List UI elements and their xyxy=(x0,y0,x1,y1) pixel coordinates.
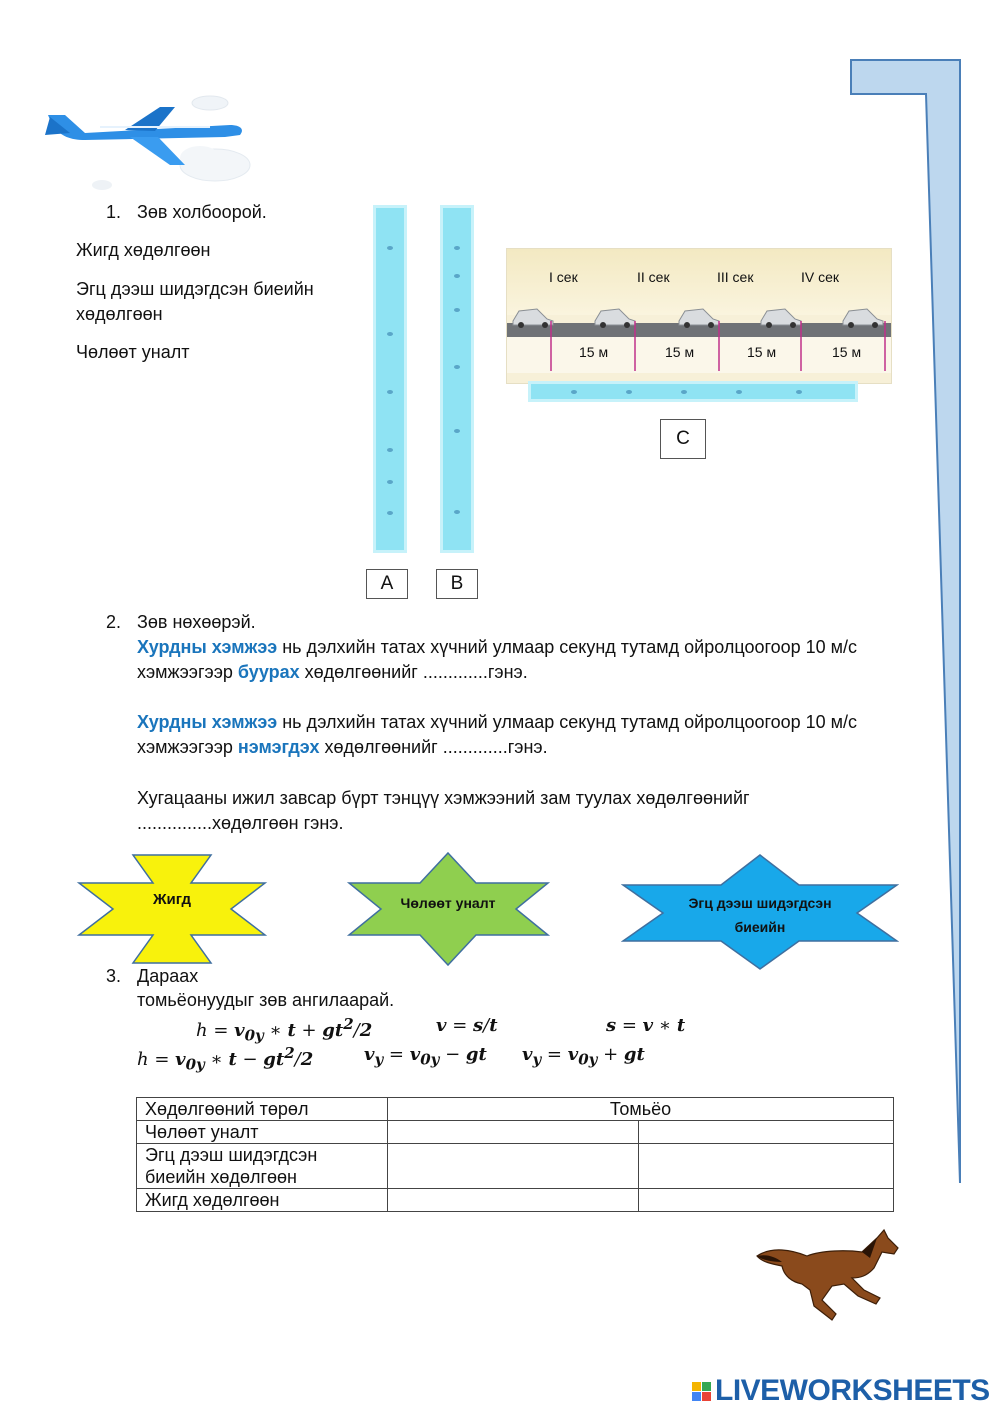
logo-text: LIVEWORKSHEETS xyxy=(715,1374,990,1407)
table-header-formula: Томьёо xyxy=(388,1098,894,1121)
q2-title: Зөв нөхөөрэй. xyxy=(137,612,256,632)
dist-label-2: 15 м xyxy=(665,344,695,360)
answer-cell[interactable] xyxy=(388,1189,639,1212)
horse-icon xyxy=(752,1228,902,1323)
q3-title-line1: Дараах xyxy=(137,966,199,986)
sec-label-3: III сек xyxy=(717,269,754,285)
q2-number: 2. xyxy=(106,612,122,632)
q2-paragraph-2: Хурдны хэмжээ нь дэлхийн татах хүчний улмаар секунд тутамд ойролцоогоор 10 м/с хэмжээгээр нэмэгдэх хөдөлгөөнийг .............гэнэ. xyxy=(137,712,858,757)
dist-label-4: 15 м xyxy=(832,344,862,360)
sec-label-1: I сек xyxy=(549,269,578,285)
table-row xyxy=(137,1189,894,1212)
table-row-label: Жигд хөдөлгөөн xyxy=(137,1189,388,1212)
label-c: C xyxy=(660,419,706,459)
answer-cell[interactable] xyxy=(388,1121,639,1144)
liveworksheets-logo xyxy=(692,1374,990,1408)
q1-item-freefall: Чөлөөт уналт xyxy=(76,342,190,362)
table-row-label: Эгц дээш шидэгдсэн биеийн хөдөлгөөн xyxy=(137,1144,388,1189)
strip-a xyxy=(373,205,407,553)
q1-title: Зөв холбоорой. xyxy=(137,202,267,222)
side-panel-decoration xyxy=(848,58,963,1188)
formula-vy-plus[interactable]: $v_y = v_{0y}$ + gt xyxy=(522,1044,645,1069)
answer-cell[interactable] xyxy=(639,1144,894,1189)
formula-h-minus[interactable]: $h = v_{0y}$ ∗ $t - gt^2/2$ xyxy=(137,1044,314,1074)
car-diagram xyxy=(506,248,892,384)
answer-cell[interactable] xyxy=(639,1189,894,1212)
answer-cell[interactable] xyxy=(388,1144,639,1189)
formula-s-v-t[interactable]: s = v ∗ t xyxy=(606,1015,686,1036)
airplane-icon xyxy=(40,85,255,195)
answer-cell[interactable] xyxy=(639,1121,894,1144)
q1-number: 1. xyxy=(106,202,122,222)
formula-h-plus[interactable]: $h = v_{0y}$ ∗ $t + gt^2/2$ xyxy=(196,1015,373,1045)
dist-label-3: 15 м xyxy=(747,344,777,360)
sec-label-2: II сек xyxy=(637,269,670,285)
q3-title-line2: томьёонуудыг зөв ангилаарай. xyxy=(137,990,395,1010)
logo-mark-icon xyxy=(692,1382,711,1401)
formula-vy-minus[interactable]: $v_y = v_{0y}$ − gt xyxy=(364,1044,487,1069)
star-uniform-label: Жигд xyxy=(153,891,191,908)
star-upward-label: Эгц дээш шидэгдсэн биеийн xyxy=(688,895,832,935)
q2-paragraph-1: Хурдны хэмжээ нь дэлхийн татах хүчний улмаар секунд тутамд ойролцоогоор 10 м/с хэмжээгээр буурах хөдөлгөөнийг .............гэнэ. xyxy=(137,637,858,682)
table-row xyxy=(137,1121,894,1144)
label-b: B xyxy=(436,569,478,599)
star-freefall-label: Чөлөөт уналт xyxy=(400,895,496,911)
table-header-type: Хөдөлгөөний төрөл xyxy=(137,1098,388,1121)
q3-number: 3. xyxy=(106,966,122,986)
q1-item-uniform: Жигд хөдөлгөөн xyxy=(76,240,211,260)
table-row xyxy=(137,1144,894,1189)
table-header-row xyxy=(137,1098,894,1121)
dist-label-1: 15 м xyxy=(579,344,609,360)
label-a: A xyxy=(366,569,408,599)
table-row-label: Чөлөөт уналт xyxy=(137,1121,388,1144)
strip-b xyxy=(440,205,474,553)
classification-table xyxy=(136,1097,894,1212)
q1-item-upward: Эгц дээш шидэгдсэн биеийн хөдөлгөөн xyxy=(76,279,314,324)
q2-paragraph-3[interactable]: Хугацааны ижил завсар бүрт тэнцүү хэмжээний зам туулах хөдөлгөөнийг ...............хөдөлгөөн гэнэ. xyxy=(137,788,750,833)
sec-label-4: IV сек xyxy=(801,269,840,285)
formula-v-s-t[interactable]: v = s/t xyxy=(436,1015,498,1036)
strip-c xyxy=(528,381,858,402)
